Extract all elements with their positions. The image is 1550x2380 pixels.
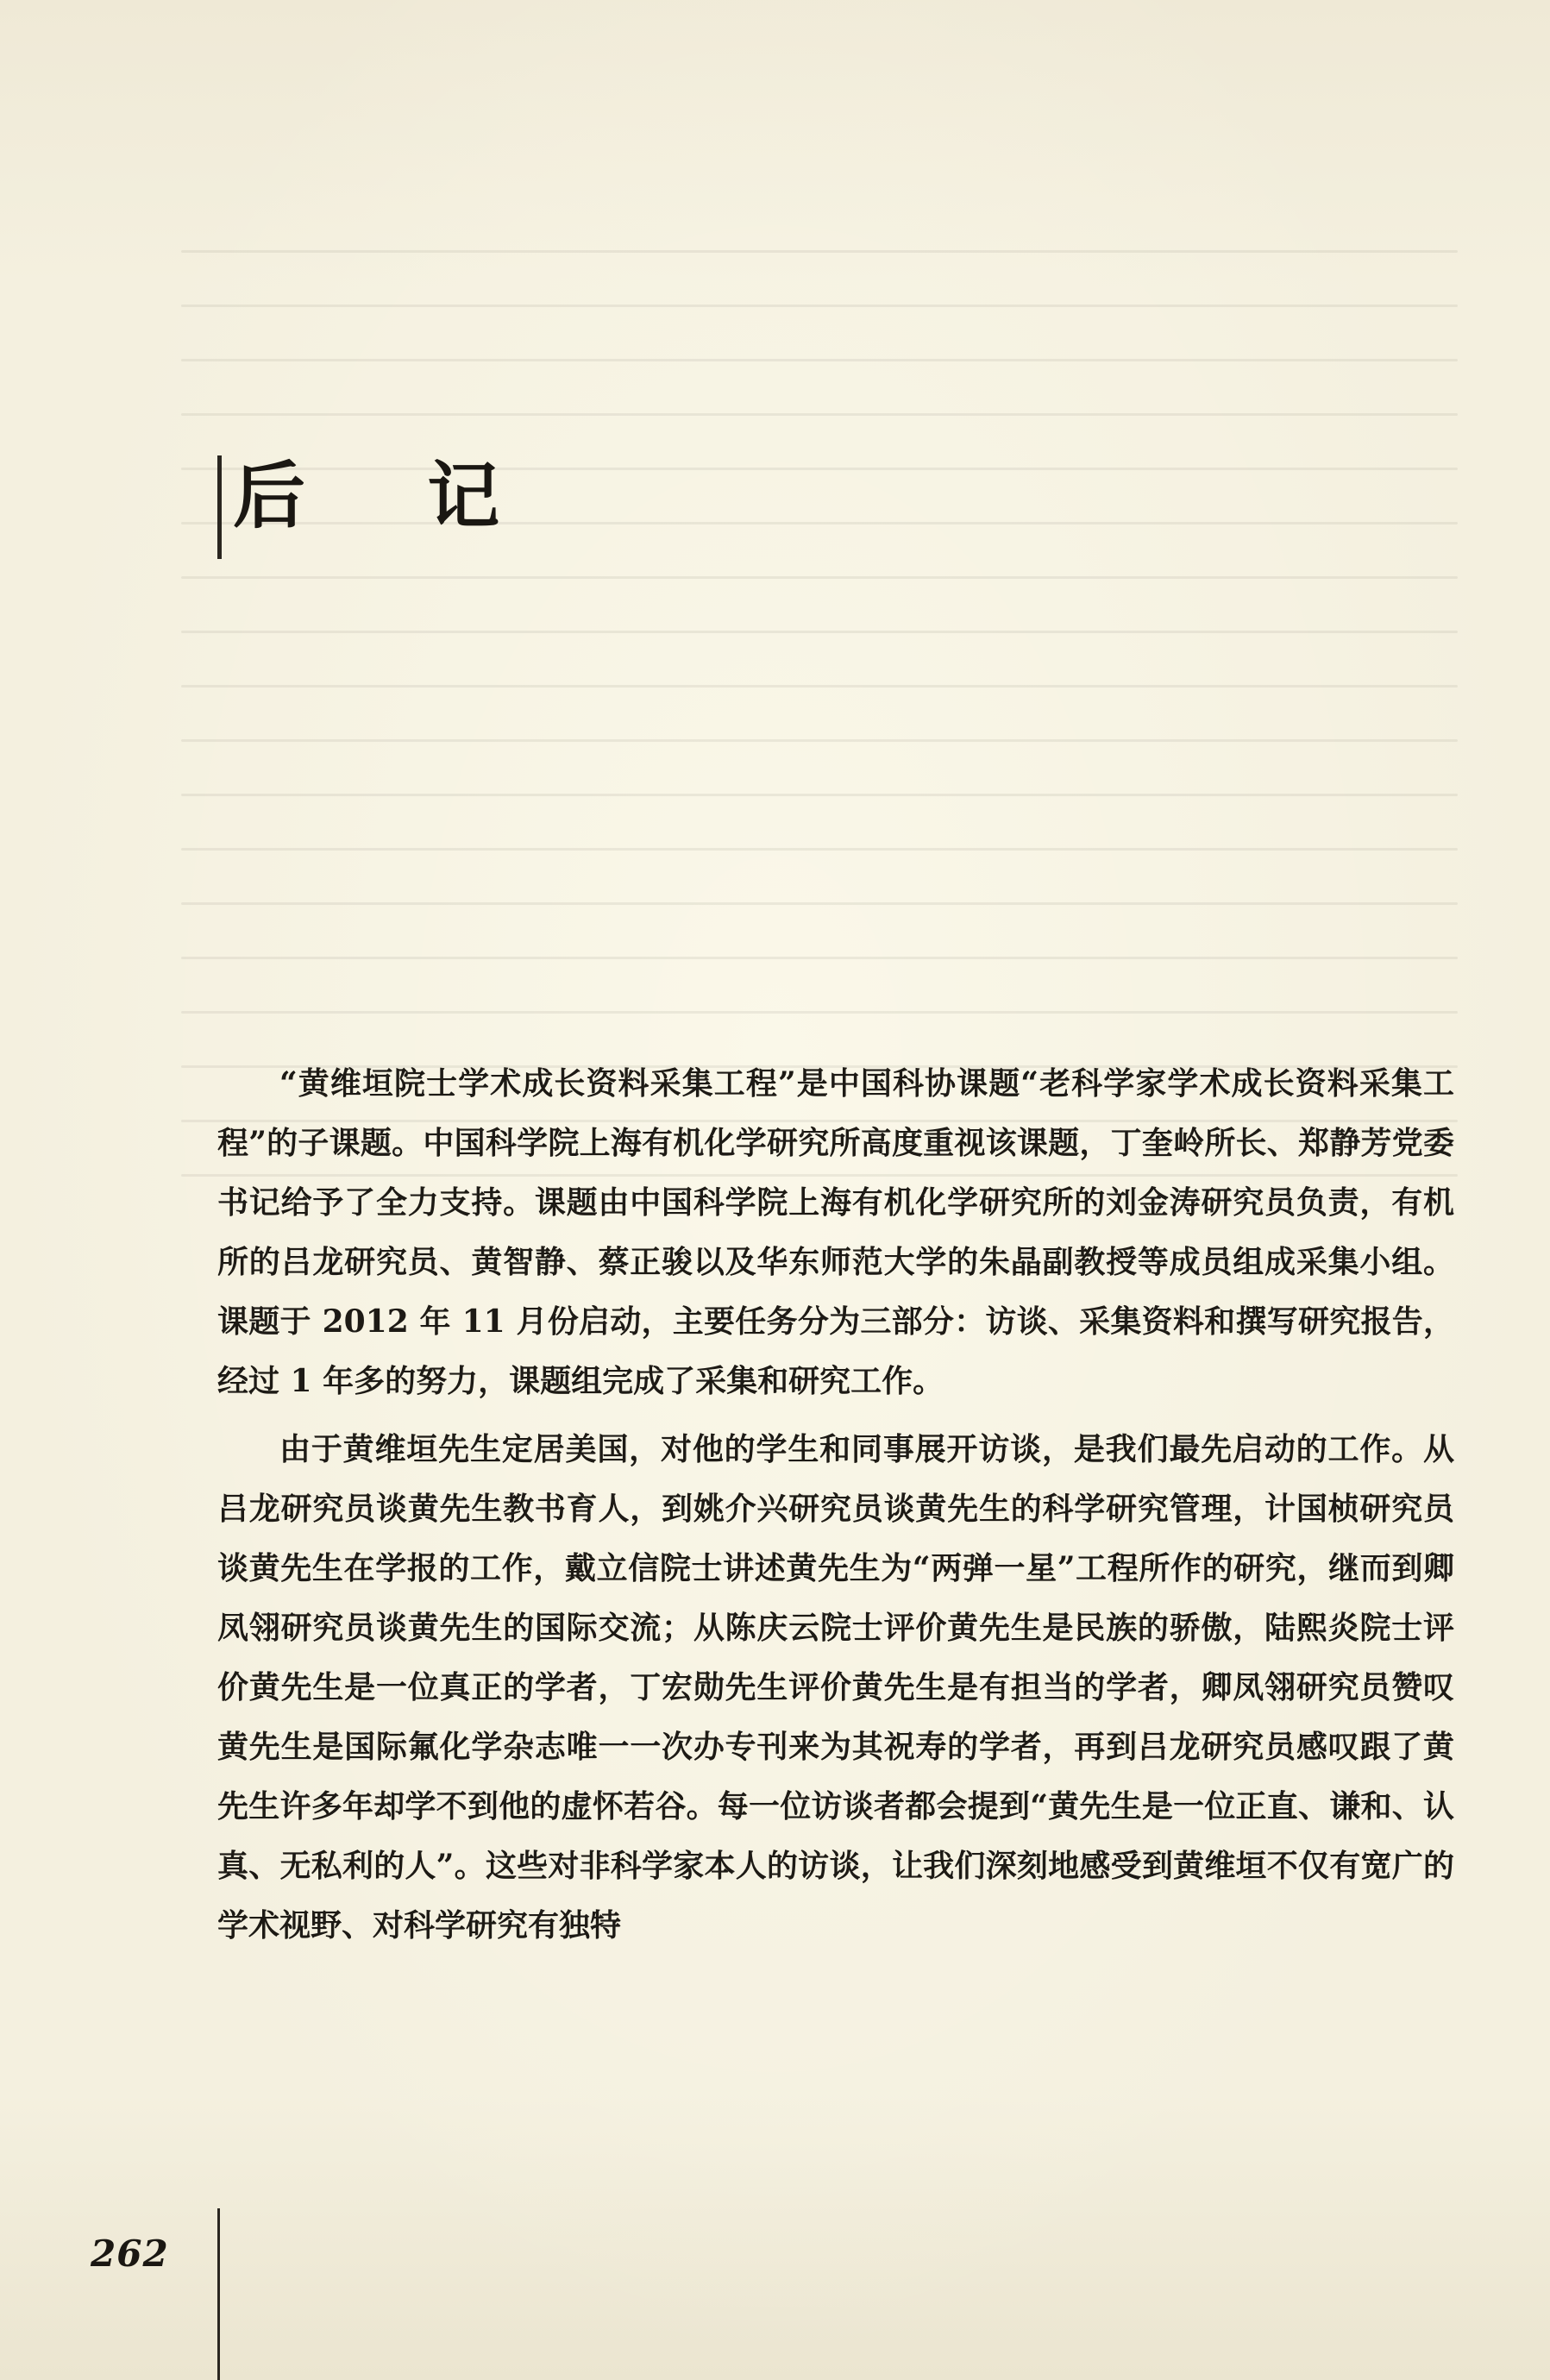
footer-rule bbox=[217, 2208, 220, 2380]
body-text bbox=[217, 1054, 1454, 1964]
title-rule bbox=[217, 455, 222, 559]
paragraph: “黄维垣院士学术成长资料采集工程”是中国科协课题“老科学家学术成长资料采集工程”的子课题。中国科学院上海有机化学研究所高度重视该课题，丁奎岭所长、郑静芳党委书记给予了全力支持。课题由中国科学院上海有机化学研究所的刘金涛研究员负责，有机所的吕龙研究员、黄智静、蔡正骏以及华东师范大学的朱晶副教授等成员组成采集小组。课题于 2012 年 11 月份启动，主要任务分为三部分：访谈、采集资料和撰写研究报告，经过 1 年多的努力，课题组完成了采集和研究工作。 bbox=[217, 1065, 1454, 1399]
page-number: 262 bbox=[91, 2232, 169, 2275]
page-title: 后 记 bbox=[233, 453, 549, 538]
paragraph: 由于黄维垣先生定居美国，对他的学生和同事展开访谈，是我们最先启动的工作。从吕龙研究员谈黄先生教书育人，到姚介兴研究员谈黄先生的科学研究管理，计国桢研究员谈黄先生在学报的工作，戴立信院士讲述黄先生为“两弹一星”工程所作的研究，继而到卿凤翎研究员谈黄先生的国际交流；从陈庆云院士评价黄先生是民族的骄傲，陆熙炎院士评价黄先生是一位真正的学者，丁宏勋先生评价黄先生是有担当的学者，卿凤翎研究员赞叹黄先生是国际氟化学杂志唯一一次办专刊来为其祝寿的学者，再到吕龙研究员感叹跟了黄先生许多年却学不到他的虚怀若谷。每一位访谈者都会提到“黄先生是一位正直、谦和、认真、无私利的人”。这些对非科学家本人的访谈，让我们深刻地感受到黄维垣不仅有宽广的学术视野、对科学研究有独特 bbox=[217, 1431, 1454, 1944]
